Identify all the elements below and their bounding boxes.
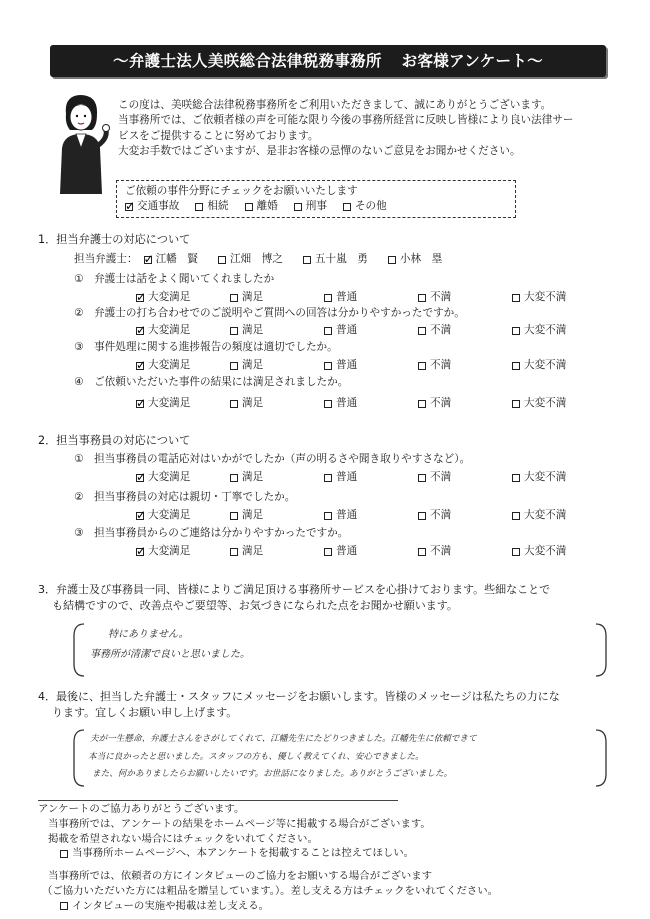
checkbox[interactable] <box>60 902 68 910</box>
rating-label: 不満 <box>430 471 452 483</box>
checkbox[interactable] <box>144 256 152 264</box>
checkbox[interactable] <box>125 203 133 211</box>
checkbox[interactable] <box>324 400 332 408</box>
rating-label: 普通 <box>336 545 358 557</box>
rating-label: 満足 <box>242 545 264 557</box>
rating-option[interactable] <box>230 396 324 411</box>
checkbox[interactable] <box>230 474 238 482</box>
footer-option-label: 当事務所ホームページへ、本アンケートを掲載することは控えてほしい。 <box>72 847 415 860</box>
checkbox[interactable] <box>294 203 302 211</box>
checkbox[interactable] <box>512 400 520 408</box>
rating-label: 大変不満 <box>524 471 567 483</box>
question <box>74 272 274 287</box>
rating-label: 普通 <box>336 291 358 303</box>
case-category-box <box>116 180 516 218</box>
handwritten-answer: 事務所が清潔で良いと思いました。 <box>90 649 250 660</box>
checkbox[interactable] <box>324 548 332 556</box>
lawyer-options <box>74 252 462 267</box>
checkbox[interactable] <box>136 294 144 302</box>
rating-option[interactable] <box>418 323 512 338</box>
rating-option[interactable] <box>230 358 324 373</box>
section4-text <box>38 689 620 721</box>
rating-label: 大変不満 <box>524 509 567 521</box>
question <box>74 526 348 541</box>
checkbox[interactable] <box>324 474 332 482</box>
question-number: ① <box>74 453 84 465</box>
section3-line: 3．弁護士及び事務員一同、皆様によりご満足頂ける事務所サービスを心掛けております。些細なことで <box>38 583 551 596</box>
category-option[interactable] <box>195 199 228 214</box>
category-options <box>125 199 507 214</box>
checkbox[interactable] <box>230 512 238 520</box>
checkbox[interactable] <box>324 327 332 335</box>
checkbox[interactable] <box>418 400 426 408</box>
checkbox[interactable] <box>136 400 144 408</box>
footer-line: 掲載を希望されない場合にはチェックをいれてください。 <box>48 832 318 845</box>
rating-scale <box>136 323 606 338</box>
rating-option[interactable] <box>136 358 230 373</box>
rating-option[interactable] <box>418 508 512 523</box>
question-number: ② <box>74 307 84 319</box>
rating-label: 大変満足 <box>148 545 191 557</box>
rating-label: 普通 <box>336 359 358 371</box>
rating-option[interactable] <box>512 470 606 485</box>
checkbox[interactable] <box>512 548 520 556</box>
rating-label: 不満 <box>430 359 452 371</box>
footer-line: （ご協力いただいた方には粗品を贈呈しています。）。差し支える方はチェックをいれてください。 <box>42 884 499 897</box>
question <box>74 340 338 355</box>
category-option[interactable] <box>245 199 278 214</box>
rating-option[interactable] <box>136 290 230 305</box>
rating-option[interactable] <box>136 544 230 559</box>
rating-label: 大変満足 <box>148 359 191 371</box>
checkbox[interactable] <box>230 294 238 302</box>
section3-text <box>38 582 620 614</box>
rating-label: 普通 <box>336 471 358 483</box>
footer-thanks: アンケートのご協力ありがとうございます。 <box>38 803 245 815</box>
rating-label: 大変不満 <box>524 291 567 303</box>
intro-line: 大変お手数ではございますが、是非お客様の忌憚のないご意見をお聞かせください。 <box>118 145 521 158</box>
checkbox[interactable] <box>136 327 144 335</box>
rating-scale <box>136 396 606 411</box>
title-label: お客様アンケート <box>401 51 528 70</box>
rating-label: 満足 <box>242 509 264 521</box>
handwritten-answer: 夫が一生懸命、弁護士さんをさがしてくれて、江幡先生にたどりつきました。江幡先生に依頼できて <box>90 734 477 744</box>
rating-label: 大変満足 <box>148 509 191 521</box>
lawyer-label: 担当弁護士： <box>74 253 138 265</box>
rating-label: 満足 <box>242 291 264 303</box>
footer-option[interactable] <box>38 846 628 861</box>
checkbox[interactable] <box>230 362 238 370</box>
section1-heading: 1．担当弁護士の対応について <box>38 233 191 246</box>
checkbox[interactable] <box>512 362 520 370</box>
rating-option[interactable] <box>512 290 606 305</box>
handwritten-answer: 特にありません。 <box>108 629 189 640</box>
question-number: ① <box>74 273 84 285</box>
handwritten-answer: また、何かありましたらお願いしたいです。お世話になりました。ありがとうございました。 <box>92 769 453 779</box>
rating-option[interactable] <box>230 470 324 485</box>
checkbox[interactable] <box>512 512 520 520</box>
checkbox[interactable] <box>324 512 332 520</box>
intro-line: ビスをご提供することに努めております。 <box>118 129 319 142</box>
question-text: ご依頼いただいた事件の結果には満足されましたか。 <box>94 376 349 388</box>
lawyer-name: 小林 塁 <box>399 253 443 265</box>
rating-option[interactable] <box>324 470 418 485</box>
checkbox[interactable] <box>418 362 426 370</box>
rating-label: 満足 <box>242 397 264 409</box>
footer-line: 当事務所では、アンケートの結果をホームページ等に掲載する場合がございます。 <box>48 817 431 830</box>
checkbox[interactable] <box>136 362 144 370</box>
question-text: 担当事務員の対応は親切・丁寧でしたか。 <box>94 491 296 503</box>
handwritten-answer: 本当に良かったと思いました。スタッフの方も、優しく教えてくれ、安心できました。 <box>88 752 424 762</box>
rating-scale <box>136 508 606 523</box>
checkbox[interactable] <box>136 548 144 556</box>
checkbox[interactable] <box>136 512 144 520</box>
option-label: その他 <box>354 200 387 213</box>
checkbox[interactable] <box>343 203 351 211</box>
checkbox[interactable] <box>60 850 68 858</box>
title-suffix: ～ <box>527 51 543 70</box>
lawyer-name: 江幡 賢 <box>155 253 198 265</box>
question-text: 担当事務員の電話応対はいかがでしたか（声の明るさや聞き取りやすさなど）。 <box>94 453 471 465</box>
rating-option[interactable] <box>324 323 418 338</box>
rating-label: 普通 <box>336 397 358 409</box>
checkbox[interactable] <box>245 203 253 211</box>
rating-label: 不満 <box>430 397 452 409</box>
rating-label: 不満 <box>430 291 452 303</box>
checkbox[interactable] <box>195 203 203 211</box>
divider <box>38 800 398 801</box>
section4-line: ります。宜しくお願い申し上げます。 <box>52 705 238 719</box>
rating-option[interactable] <box>512 396 606 411</box>
category-prompt: ご依頼の事件分野にチェックをお願いいたします <box>125 185 358 197</box>
section4-line: 4．最後に、担当した弁護士・スタッフにメッセージをお願いします。皆様のメッセージは私たちの力にな <box>38 690 560 703</box>
title-banner <box>50 45 606 77</box>
rating-label: 普通 <box>336 509 358 521</box>
intro-line: この度は、美咲総合法律税務事務所をご利用いただきまして、誠にありがとうございます。 <box>118 99 552 111</box>
rating-option[interactable] <box>418 290 512 305</box>
rating-scale <box>136 358 606 373</box>
checkbox[interactable] <box>230 327 238 335</box>
question <box>74 490 295 505</box>
footer-option[interactable] <box>38 899 628 914</box>
rating-label: 大変不満 <box>524 545 567 557</box>
checkbox[interactable] <box>324 362 332 370</box>
question-text: 担当事務員からのご連絡は分かりやすかったですか。 <box>94 527 349 539</box>
rating-scale <box>136 544 606 559</box>
checkbox[interactable] <box>418 512 426 520</box>
lawyer-option[interactable] <box>218 252 283 267</box>
question-text: 弁護士は話をよく聞いてくれましたか <box>94 273 275 285</box>
rating-option[interactable] <box>324 544 418 559</box>
checkbox[interactable] <box>512 474 520 482</box>
category-option[interactable] <box>125 199 179 214</box>
rating-label: 大変満足 <box>148 471 191 483</box>
rating-option[interactable] <box>136 396 230 411</box>
rating-option[interactable] <box>512 508 606 523</box>
rating-label: 普通 <box>336 324 358 336</box>
option-label: 交通事故 <box>137 200 180 213</box>
rating-option[interactable] <box>230 323 324 338</box>
rating-option[interactable] <box>324 508 418 523</box>
option-label: 相続 <box>207 200 229 213</box>
checkbox[interactable] <box>136 474 144 482</box>
rating-label: 大変満足 <box>148 291 191 303</box>
rating-option[interactable] <box>230 508 324 523</box>
rating-scale <box>136 470 606 485</box>
checkbox[interactable] <box>418 474 426 482</box>
lawyer-option[interactable] <box>388 252 442 267</box>
footer <box>38 802 628 913</box>
rating-label: 不満 <box>430 545 452 557</box>
category-option[interactable] <box>343 199 387 214</box>
title-firm: 弁護士法人美咲総合法律税務事務所 <box>128 51 382 70</box>
rating-label: 大変不満 <box>524 397 567 409</box>
rating-scale <box>136 290 606 305</box>
footer-line: 当事務所では、依頼者の方にインタビューのご協力をお願いする場合がございます <box>48 870 433 883</box>
rating-label: 不満 <box>430 324 452 336</box>
rating-option[interactable] <box>512 358 606 373</box>
rating-label: 大変不満 <box>524 359 567 371</box>
rating-option[interactable] <box>324 396 418 411</box>
question-number: ② <box>74 491 84 503</box>
rating-option[interactable] <box>230 290 324 305</box>
question-number: ④ <box>74 376 84 388</box>
question-text: 弁護士の打ち合わせでのご説明やご質問への回答は分かりやすかったですか。 <box>94 307 465 319</box>
checkbox[interactable] <box>230 400 238 408</box>
question-text: 事件処理に関する進捗報告の頻度は適切でしたか。 <box>94 341 338 353</box>
rating-option[interactable] <box>230 544 324 559</box>
checkbox[interactable] <box>230 548 238 556</box>
rating-option[interactable] <box>136 323 230 338</box>
rating-option[interactable] <box>512 323 606 338</box>
checkbox[interactable] <box>418 548 426 556</box>
question <box>74 306 465 321</box>
question-number: ③ <box>74 341 84 353</box>
lawyer-name: 江畑 博之 <box>229 253 283 265</box>
rating-label: 不満 <box>430 509 452 521</box>
rating-option[interactable] <box>324 290 418 305</box>
rating-option[interactable] <box>418 358 512 373</box>
footer-option-label: インタビューの実施や掲載は差し支える。 <box>72 899 270 912</box>
intro-text <box>118 98 618 159</box>
rating-option[interactable] <box>418 544 512 559</box>
woman-illustration <box>50 90 112 200</box>
checkbox[interactable] <box>324 294 332 302</box>
checkbox[interactable] <box>303 256 311 264</box>
rating-option[interactable] <box>418 470 512 485</box>
option-label: 離婚 <box>256 200 278 213</box>
rating-option[interactable] <box>324 358 418 373</box>
option-label: 刑事 <box>305 200 327 213</box>
rating-option[interactable] <box>136 470 230 485</box>
checkbox[interactable] <box>512 327 520 335</box>
checkbox[interactable] <box>218 256 226 264</box>
title-prefix: ～ <box>113 51 129 70</box>
rating-label: 満足 <box>242 471 264 483</box>
category-option[interactable] <box>294 199 327 214</box>
question-number: ③ <box>74 527 84 539</box>
section2-heading: 2．担当事務員の対応について <box>38 434 191 447</box>
checkbox[interactable] <box>388 256 396 264</box>
lawyer-name: 五十嵐 勇 <box>314 253 368 265</box>
rating-label: 満足 <box>242 359 264 371</box>
rating-label: 満足 <box>242 324 264 336</box>
rating-option[interactable] <box>418 396 512 411</box>
question <box>74 375 348 390</box>
checkbox[interactable] <box>418 327 426 335</box>
rating-label: 大変満足 <box>148 397 191 409</box>
rating-label: 大変満足 <box>148 324 191 336</box>
question <box>74 452 470 467</box>
rating-label: 大変不満 <box>524 324 567 336</box>
lawyer-option[interactable] <box>303 252 368 267</box>
rating-option[interactable] <box>136 508 230 523</box>
lawyer-option[interactable] <box>144 252 198 267</box>
section3-line: も結構ですので、改善点やご要望等、お気づきになられた点をお聞かせ願います。 <box>52 598 458 612</box>
checkbox[interactable] <box>512 294 520 302</box>
intro-line: 当事務所では、ご依頼者様の声を可能な限り今後の事務所経営に反映し皆様により良い法律サー <box>118 114 574 127</box>
rating-option[interactable] <box>512 544 606 559</box>
checkbox[interactable] <box>418 294 426 302</box>
